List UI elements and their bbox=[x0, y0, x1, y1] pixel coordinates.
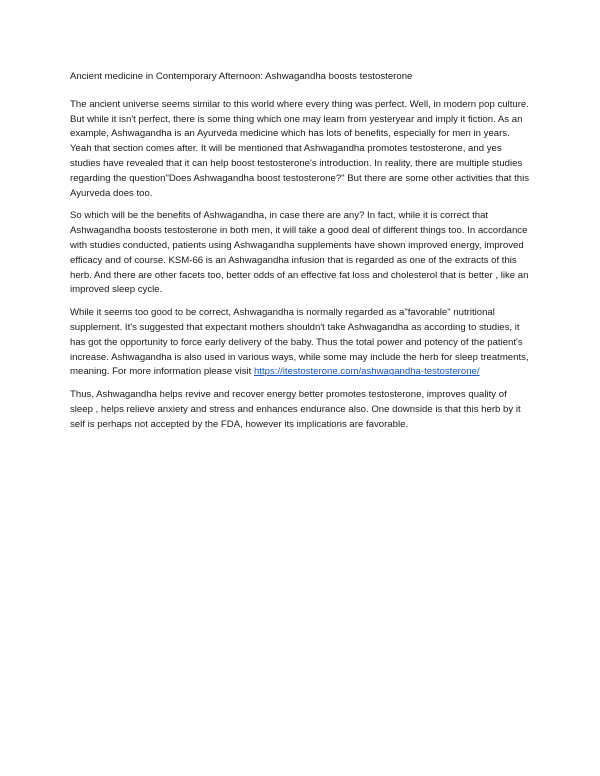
paragraph-safety bbox=[70, 306, 532, 380]
paragraph-benefits: So which will be the benefits of Ashwagandha, in case there are any? In fact, while it is correct that Ashwagandha boosts testosterone in both men, it will take a good deal of different things too. In accordance with studies conducted, patients using Ashwagandha supplements have shown improved energy, improved efficacy and of course. KSM-66 is an Ashwagandha infusion that is regarded as one of the extracts of this herb. And there are other facets too, better odds of an effective fat loss and cholesterol that is better , like an improved sleep cycle. bbox=[70, 210, 529, 296]
document-body bbox=[70, 70, 532, 441]
document-title: Ancient medicine in Contemporary Afternoon: Ashwagandha boosts testosterone bbox=[70, 71, 413, 82]
paragraph-intro: The ancient universe seems similar to this world where every thing was perfect. Well, in modern pop culture. But while it isn't perfect, there is some thing which one may learn from yesteryear and imply it fiction. As an example, Ashwagandha is an Ayurveda medicine which has lots of benefits, especially for men in years. Yeah that section comes after. It will be mentioned that Ashwagandha promotes testosterone, and yes studies have revealed that it can help boost testosterone's introduction. In reality, there are multiple studies regarding the question"Does Ashwagandha boost testosterone?" But there are some other activities that this Ayurveda does too. bbox=[70, 98, 530, 199]
paragraph-conclusion: Thus, Ashwagandha helps revive and recover energy better promotes testosterone, improves quality of sleep , helps relieve anxiety and stress and enhances endurance also. One downside is that this herb by it self is perhaps not accepted by the FDA, however its implications are favorable. bbox=[70, 389, 521, 430]
info-link[interactable]: https://itestosterone.com/ashwagandha-testosterone/ bbox=[253, 366, 480, 378]
paragraph-safety-text: While it seems too good to be correct, Ashwagandha is normally regarded as a"favorable" nutritional supplement. It's suggested that expectant mothers shouldn't take Ashwagandha as according to studies, it has got the opportunity to force early delivery of the baby. Thus the total power and potency of the patient's increase. Ashwagandha is also used in various ways, while some may include the herb for sleep treatments, meaning. For more information please visit bbox=[70, 307, 529, 378]
